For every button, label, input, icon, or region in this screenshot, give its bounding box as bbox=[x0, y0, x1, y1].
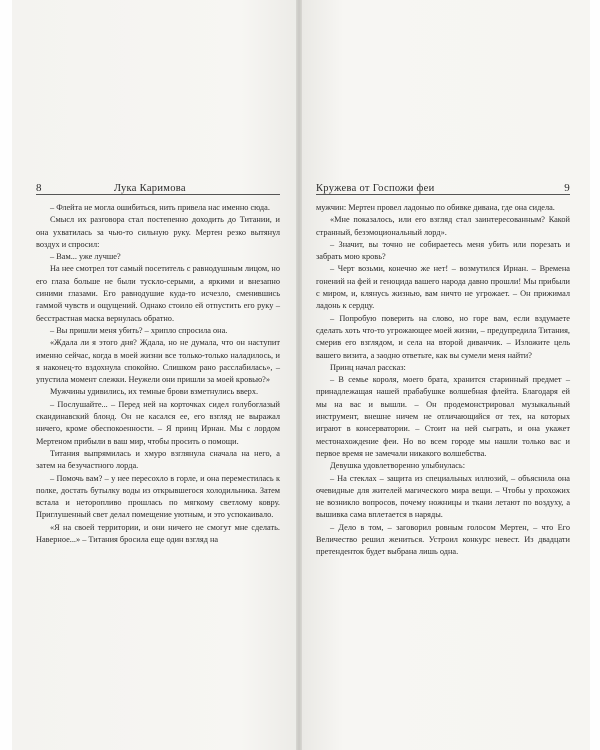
paragraph: – Флейта не могла ошибиться, нить привела нас именно сюда. bbox=[50, 203, 270, 212]
page-number-right: 9 bbox=[564, 182, 570, 194]
paragraph: Мужчины удивились, их темные брови взметнулись вверх. bbox=[50, 387, 259, 397]
running-title-book: Кружева от Госпожи феи bbox=[316, 183, 435, 194]
right-page-body bbox=[316, 202, 570, 559]
page-number-left: 8 bbox=[36, 182, 42, 194]
paragraph: Принц начал рассказ: bbox=[330, 362, 406, 372]
paragraph: – Значит, вы точно не собираетесь меня убить или порезать и забрать мою кровь? bbox=[316, 239, 570, 262]
paragraph: – Вам... уже лучше? bbox=[50, 252, 121, 262]
paragraph: «Ждала ли я этого дня? Ждала, но не думала, что он наступит именно сейчас, когда в моей жизни все только-только наладилось, и я наконец-то вздохнула спокойно. Слишком рано расслабилась», – упустила момент слежки. Неужели они пришли за моей кровью?» bbox=[36, 338, 280, 385]
right-page-header bbox=[316, 176, 570, 195]
paragraph: Смысл их разговора стал постепенно доходить до Титании, и она ухватилась за чью-то сильную руку. Мертен резко вытянул воздух и спросил: bbox=[36, 215, 280, 249]
paragraph: – В семье короля, моего брата, хранится старинный предмет – принадлежащая нашей прабабушке волшебная флейта. Благодаря ей мы на вас и вышли. – Он продемонстрировал музыкальный инструмент, внешне ничем не отличающийся от тех, на которых играют в консерватории. – Стоит на ней сыграть, и она укажет местонахождение феи. Но во всем городе мы нашли только вас и первое время не замечали никакого волшебства. bbox=[316, 375, 570, 458]
running-title-author: Лука Каримова bbox=[113, 183, 186, 194]
paragraph: «Я на своей территории, и они ничего не смогут мне сделать. Наверное...» – Титания бросила еще один взгляд на bbox=[36, 522, 280, 545]
paragraph: На нее смотрел тот самый посетитель с равнодушным лицом, но его глаза больше не были тускло-серыми, а яркими и внезапно синими глазами. Его равнодушие куда-то исчезло, сменившись гаммой чувств и ощущений. Однако стоило ей отпустить его руку – бесстрастная маска вернулась обратно. bbox=[36, 264, 280, 323]
paragraph: Титания выпрямилась и хмуро взглянула сначала на него, а затем на безучастного лорда. bbox=[36, 448, 280, 471]
paragraph: – Послушайте... – Перед ней на корточках сидел голубоглазый скандинавский блонд. Он не касался ее, его взгляд не выражал ничего, кроме обеспокоенности. – Я принц Ирнан. Мы с лордом Мертеном прибыли в ваш мир, чтобы просить о помощи. bbox=[36, 399, 280, 446]
book-gutter bbox=[296, 0, 302, 750]
left-page-body bbox=[36, 202, 280, 546]
paragraph: Девушка удовлетворенно улыбнулась: bbox=[330, 461, 466, 471]
paragraph: – Помочь вам? – у нее пересохло в горле, и она переместилась к полке, достать бутылку воды из открывшегося холодильника. Затем встала и неторопливо прошлась по мягкому светлому ковру. Приглушенный свет делал помещение уютным, и это успокаивало. bbox=[36, 473, 280, 520]
paragraph: «Мне показалось, или его взгляд стал заинтересованным? Какой странный, безэмоциональный лорд». bbox=[316, 215, 570, 237]
paragraph: мужчин: Мертен провел ладонью по обивке дивана, где она сидела. bbox=[316, 203, 555, 212]
paragraph: – Вы пришли меня убить? – хрипло спросила она. bbox=[50, 325, 228, 335]
left-page-header bbox=[36, 176, 280, 195]
paragraph: – Дело в том, – заговорил ровным голосом Мертен, – что Его Величество решил жениться. Устроил конкурс невест. Из двадцати претенденток будет выбрана лишь одна. bbox=[316, 522, 570, 557]
paragraph: – Попробую поверить на слово, но горе вам, если вздумаете сделать хоть что-то угрожающее моей жизни, – предупредила Титания, смерив его взглядом, и села на второй диванчик. – Изложите цель вашего визита, а заодно ответьте, как вы сумели меня найти? bbox=[316, 313, 570, 360]
paragraph: – Черт возьми, конечно же нет! – возмутился Ирнан. – Времена гонений на фей и геноцида вашего народа давно прошли! Мы прибыли с миром, и, клянусь жизнью, вам ничто не угрожает. – Он прижимал ладонь к сердцу. bbox=[316, 264, 570, 311]
paragraph: – На стеклах – защита из специальных иллюзий, – объяснила она очевидные для жителей магического мира вещи. – Чтобы у прохожих не возникло вопросов, почему ножницы и ткани летают по воздуху, а вышивка сама вплетается в наряды. bbox=[316, 473, 570, 520]
